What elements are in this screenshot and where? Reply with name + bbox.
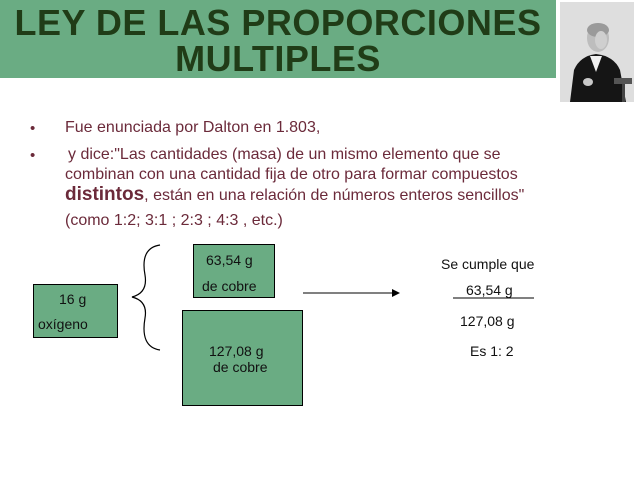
copper1-mass: 63,54 g xyxy=(206,252,253,268)
bullet-marker: • xyxy=(30,120,36,137)
oxygen-label: oxígeno xyxy=(38,316,88,332)
result-numerator: 63,54 g xyxy=(466,282,513,298)
page-title-line-1: LEY DE LAS PROPORCIONES xyxy=(14,2,542,43)
bullet-marker: • xyxy=(30,147,36,164)
copper1-label: de cobre xyxy=(202,278,257,294)
bullet-text-2-line-2: combinan con una cantidad fija de otro para formar compuestos xyxy=(65,166,518,183)
result-heading: Se cumple que xyxy=(441,256,535,272)
arrow-head xyxy=(392,289,400,297)
brace-shape xyxy=(132,245,160,350)
page-title-line-2: MULTIPLES xyxy=(175,38,381,79)
copper2-mass: 127,08 g xyxy=(209,343,264,359)
bullet-text-2-line-4: (como 1:2; 3:1 ; 2:3 ; 4:3 , etc.) xyxy=(65,212,283,229)
oxygen-mass: 16 g xyxy=(59,291,87,307)
result-ratio: Es 1: 2 xyxy=(470,343,514,359)
bullet-text-2-line-1: y dice:"Las cantidades (masa) de un mismo elemento que se xyxy=(68,146,501,163)
bullet-text-1: Fue enunciada por Dalton en 1.803, xyxy=(65,119,321,136)
copper2-label: de cobre xyxy=(213,359,268,375)
emphasis-word: distintos xyxy=(65,184,145,205)
bullet-text-2-line-3-rest: , están en una relación de números enteros sencillos" xyxy=(144,187,525,204)
result-denominator: 127,08 g xyxy=(460,313,515,329)
